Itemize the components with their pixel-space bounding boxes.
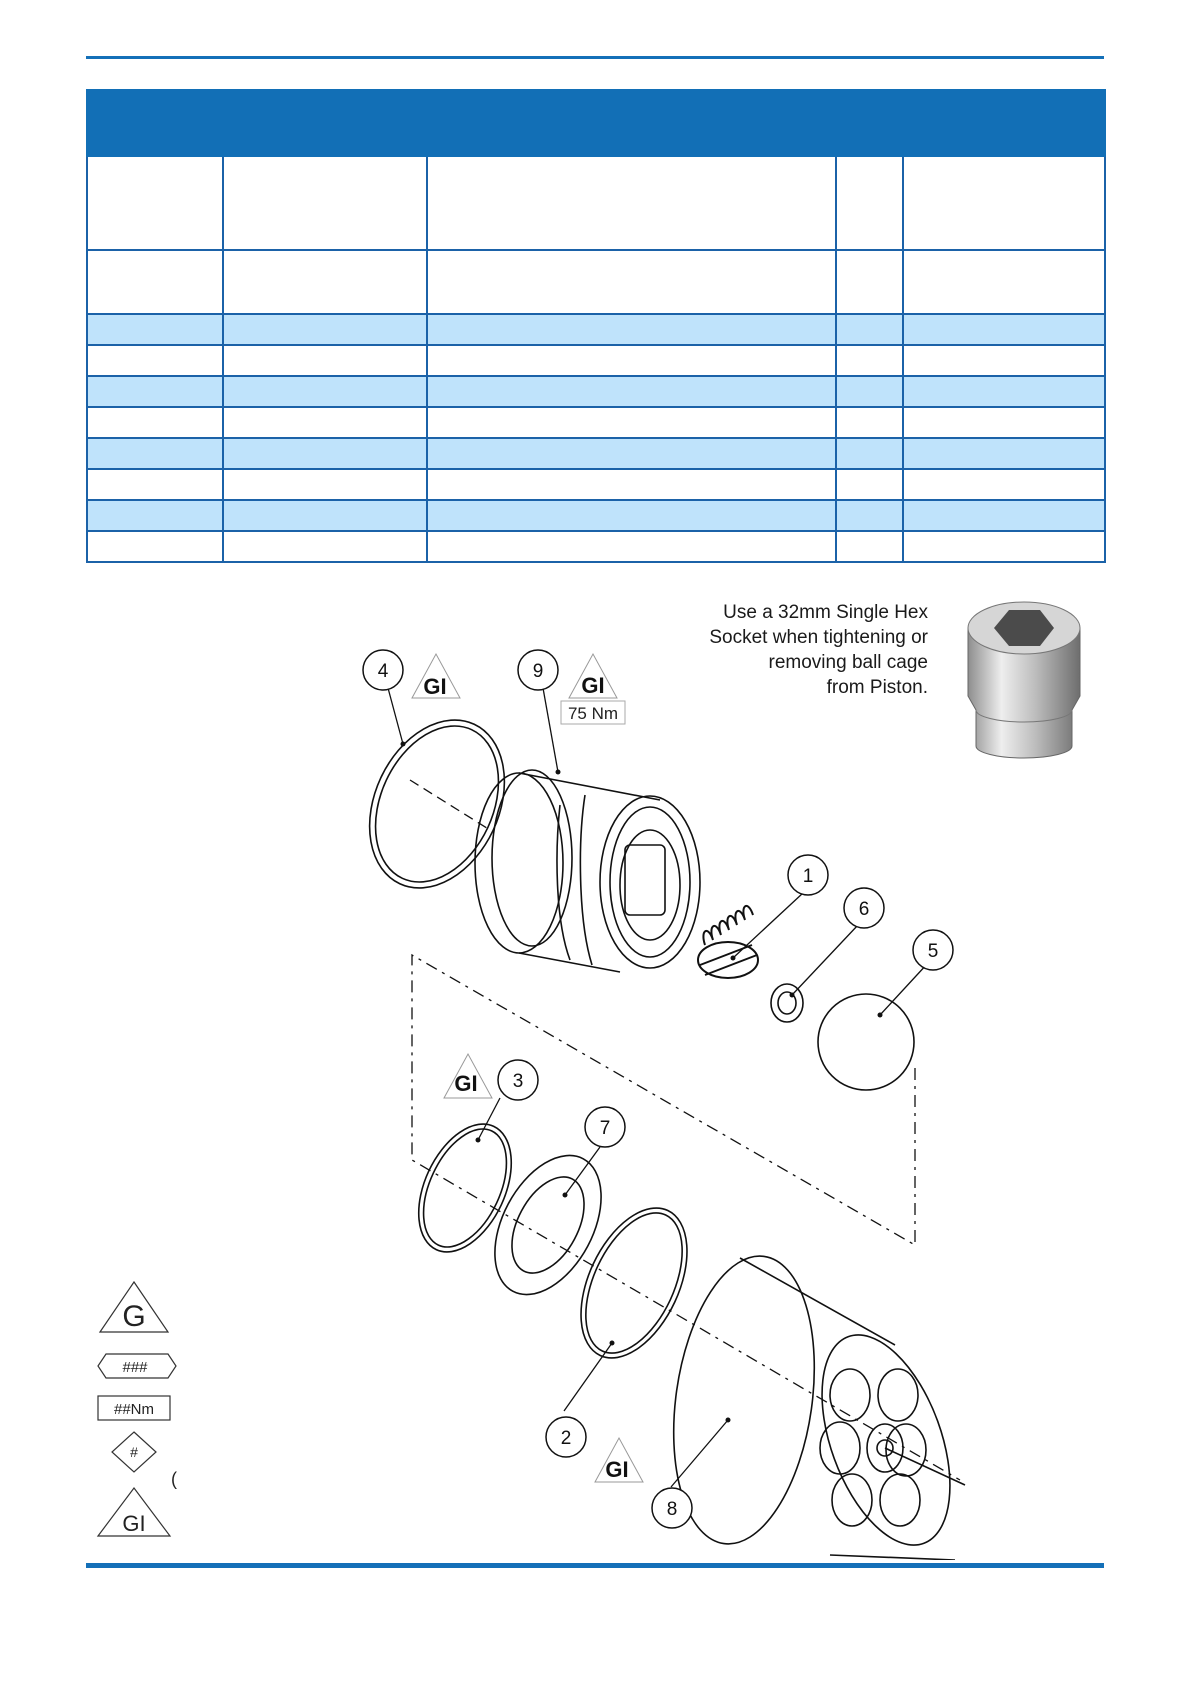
o-ring-4 [344,698,531,910]
gi-marker [444,1054,492,1098]
gi-marker-label: GI [454,1071,478,1096]
table-row [87,250,1105,314]
gi-marker-label: GI [581,673,605,698]
table-row [87,407,1105,438]
spring-1 [698,906,758,978]
table-header-row [87,90,1105,156]
part-number-8 [652,1488,692,1528]
torque-label: 75 Nm [567,704,619,723]
part-number-text: 2 [560,1428,572,1449]
seal-3 [400,1109,530,1266]
gi-marker-label: GI [605,1457,629,1482]
parts-table [86,89,1106,563]
part-number-9 [518,650,558,690]
part-number-text: 3 [512,1071,524,1092]
table-row [87,469,1105,500]
part-number-5 [913,930,953,970]
table-row [87,438,1105,469]
part-number-text: 1 [802,866,814,887]
callout-line: removing ball cage [768,652,928,673]
table-row [87,376,1105,407]
table-row [87,314,1105,345]
legend-stray-char: ( [171,1469,177,1489]
footer-rule [86,1563,1104,1568]
piston-8 [656,1247,975,1560]
part-number-text: 7 [599,1118,611,1139]
torque-box [561,701,625,724]
part-number-1 [788,855,828,895]
legend-diamond-symbol: # [130,1444,138,1460]
part-number-3 [498,1060,538,1100]
part-number-4 [363,650,403,690]
part-number-text: 8 [666,1499,678,1520]
part-number-text: 9 [532,661,544,682]
part-number-2 [546,1417,586,1457]
part-number-text: 6 [858,899,870,920]
part-number-7 [585,1107,625,1147]
table-row [87,156,1105,250]
header-rule [86,56,1104,59]
callout-line: from Piston. [826,677,928,698]
legend-torque-symbol: ##Nm [113,1401,155,1418]
ball-5 [818,994,914,1090]
callout-line: Socket when tightening or [709,627,928,648]
ball-cage-9 [475,770,700,972]
table-row [87,345,1105,376]
washer-7 [473,1138,623,1313]
callout-line: Use a 32mm Single Hex [723,602,928,623]
part-number-6 [844,888,884,928]
legend-g-symbol: G [122,1300,146,1333]
table-row [87,531,1105,562]
gi-marker [412,654,460,699]
gi-marker-label: GI [423,674,447,699]
part-number-text: 5 [927,941,939,962]
symbol-legend [92,1276,212,1546]
part-number-text: 4 [377,661,389,682]
gi-marker [569,654,617,698]
table-row [87,500,1105,531]
legend-gi-symbol: GI [122,1511,146,1536]
legend-hex-symbol: ### [122,1359,148,1376]
gi-marker [595,1438,643,1482]
nut-6 [771,984,803,1022]
